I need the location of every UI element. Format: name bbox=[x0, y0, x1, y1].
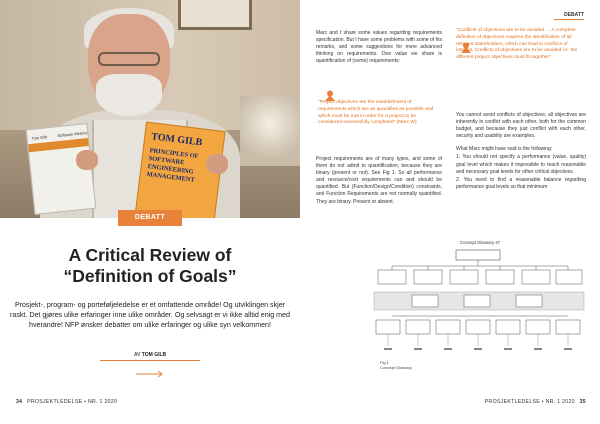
footer-left: 34 PROSJEKTLEDELSE • NR. 1 2020 bbox=[16, 399, 118, 405]
column-1-bottom: Project requirements are of many types, and some of them do not admit to quantification, because they are binary (present or not). See Fig 1. So all performance and resource/cost requirements can and should be quantified. But (Function/Design/Condition) constraints, and Function Requirements are not normally quantified. They are binary. Present or absent. bbox=[316, 156, 442, 205]
section-tag: DEBATT bbox=[118, 210, 182, 226]
lamp bbox=[240, 96, 300, 166]
pull-quote-1: “Project objectives are the establishment of requirements which are as quantified as possible and which must be met in order for a project to be considered successfully completed” (Marc W) bbox=[318, 100, 434, 126]
author-photo bbox=[0, 0, 300, 218]
arrow-right-icon bbox=[136, 370, 164, 378]
pull-quote-2: “Conflicts of objectives are to be avoided … A complete definition of objectives requires the identification of all relevant stakeholders, which can lead to conflicts of interest. Conflicts of objectives are to be avoided i.e. the different project objectives must fit together” bbox=[456, 28, 578, 61]
byline: AV TOM GILB bbox=[100, 352, 200, 361]
book-principles-software-engineering: TOM GILB PRINCIPLES OF SOFTWARE ENGINEERING MANAGEMENT bbox=[134, 121, 225, 218]
wall-picture-frame bbox=[178, 0, 252, 30]
article-lead: Prosjekt-, program- og porteføljeledelse er et omfattende område! Og utviklingen skjer raskt. Det gjøres ulike erfaringer inne ulike områder. Og selvsagt er vi ikke alltid enig med hverandre! NFP ønsker debatter om ulike erfaringer og ulike syn velkommen! bbox=[10, 301, 290, 329]
book-software-metrics: Tom Gilb Software Metrics bbox=[26, 123, 97, 215]
diagram-caption: Concept Glossary 47 bbox=[460, 240, 501, 245]
footer-right: PROSJEKTLEDELSE • NR. 1 2020 35 bbox=[484, 399, 586, 405]
right-page bbox=[300, 0, 600, 424]
column-2: You cannot avoid conflicts of objectives; all objectives are inherently in conflict with each other, both for the common budget, and because they just conflict with each other, security and usability are examples. What Marc might have said is the following: 1. You should not specify a performance (value, quality) goal level which makes it impossible to reach reasonable and necessary goal levels for other critical objectives. 2. You need to find a reasonable balance regarding performance goal levels so that minimum bbox=[456, 112, 586, 190]
figure-label: Fig 1 Concept Glossary bbox=[380, 360, 412, 370]
column-1-top: Marc and I share some values regarding requirements specification. But I have some problems with some of his remarks, and some suggestions for more advanced thinking on requirements. One value we share is quantification of (some) requirements: bbox=[316, 30, 442, 65]
section-tag-right: DEBATT bbox=[554, 12, 584, 20]
article-title: A Critical Review of “Definition of Goals” bbox=[63, 245, 237, 286]
